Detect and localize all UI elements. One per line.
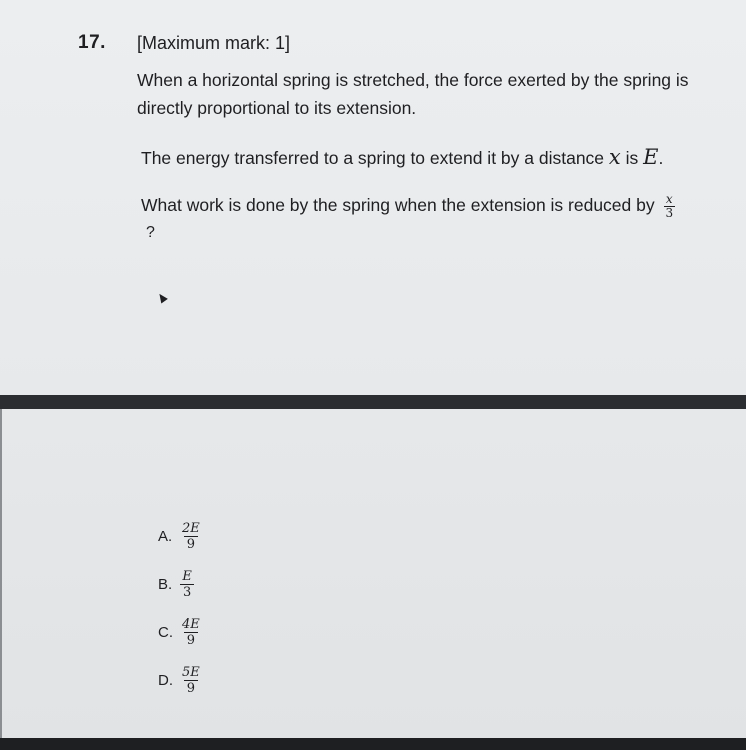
question-ask [141,193,675,220]
maximum-mark: [Maximum mark: 1] [137,33,291,53]
question-stem: When a horizontal spring is stretched, the force exerted by the spring is directly proportional to its extension. [137,70,689,118]
option-c-fraction [180,617,202,648]
answer-options [158,512,202,704]
option-a-letter: A. [158,527,173,545]
option-d-numerator: 5E [182,664,200,680]
energy-prefix: The energy transferred to a spring to extend it by a distance [141,148,609,168]
option-a-numerator: 2E [182,520,200,536]
answer-panel [0,409,746,740]
variable-x: x [608,145,621,169]
variable-e: E [643,145,659,169]
energy-end: . [658,148,664,168]
option-c[interactable] [158,608,202,656]
option-d-letter: D. [158,671,173,689]
option-d-fraction [180,665,202,696]
bottom-edge [0,738,746,750]
option-b-numerator: E [182,568,192,584]
ask-fraction [664,193,676,220]
option-c-numerator: 4E [182,616,200,632]
panel-divider[interactable] [0,395,746,409]
option-a-fraction [180,521,202,552]
ask-fraction-numerator: x [665,192,673,206]
option-b[interactable] [158,560,202,608]
option-b-letter: B. [158,575,173,593]
option-a[interactable] [158,512,202,560]
option-b-fraction [180,569,194,600]
option-c-letter: C. [158,623,173,641]
option-c-denominator: 9 [184,632,198,648]
question-number: 17. [78,32,106,53]
ask-fraction-denominator: 3 [665,206,674,220]
option-a-denominator: 9 [184,536,198,552]
energy-mid: is [620,148,644,168]
option-d[interactable] [158,656,202,704]
ask-text: What work is done by the spring when the extension is reduced by [141,195,655,216]
question-mark: ? [146,224,155,241]
option-b-denominator: 3 [180,584,194,600]
option-d-denominator: 9 [184,680,198,696]
energy-statement [141,145,663,169]
